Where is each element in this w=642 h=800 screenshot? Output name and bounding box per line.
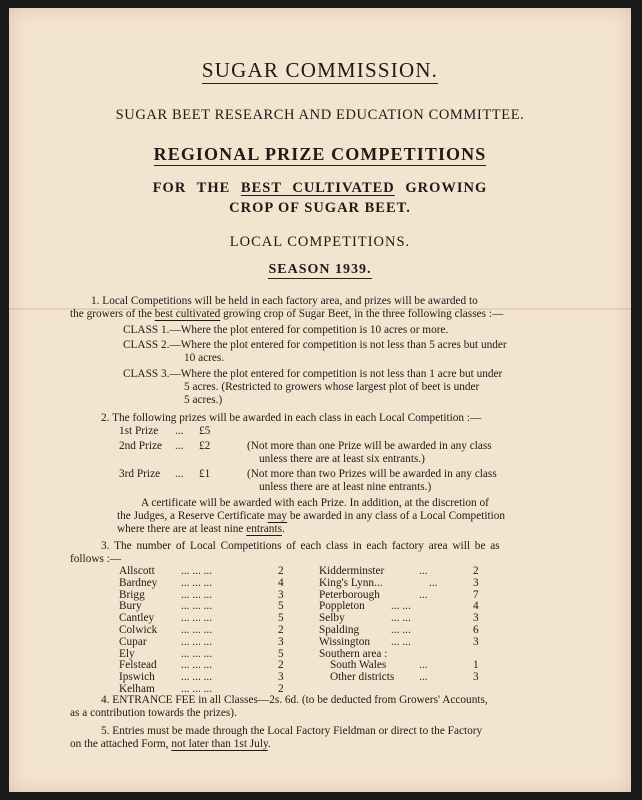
prize2-label: 2nd Prize <box>119 440 162 452</box>
leader-dots: ... ... ... <box>181 635 213 648</box>
area-row <box>119 625 289 637</box>
areas-left-column <box>119 566 289 696</box>
s5-line2-b: . <box>267 738 271 750</box>
prize2-amount: £2 <box>199 440 211 452</box>
class2-line1: CLASS 2.—Where the plot entered for competition is not less than 5 acres but under <box>123 339 507 351</box>
s5-line2-a: on the attached Form, <box>70 738 169 750</box>
s5-line2 <box>70 738 271 751</box>
s4-line2: as a contribution towards the prizes). <box>70 707 237 719</box>
cert-line3-a: where there are at least nine <box>117 523 244 535</box>
leader-dots: ... <box>419 671 428 684</box>
competition-count: 3 <box>473 612 479 625</box>
competition-count: 3 <box>278 635 284 648</box>
leader-dots: ... <box>419 565 428 577</box>
for-line-post: GROWING <box>405 180 488 196</box>
document-title: SUGAR COMMISSION. <box>201 58 439 82</box>
s1-line1: 1. Local Competitions will be held in each factory area, and prizes will be awarded to <box>91 295 478 307</box>
competition-count: 3 <box>473 671 479 684</box>
s1-line2-underlined: best cultivated <box>154 308 221 320</box>
class3-line1: CLASS 3.—Where the plot entered for competition is not less than 1 acre but under <box>123 368 503 380</box>
prize3-amount: £1 <box>199 468 211 480</box>
area-name: Ipswich <box>119 671 155 684</box>
s2-intro: 2. The following prizes will be awarded in each class in each Local Competition :— <box>101 412 482 424</box>
areas-right-column <box>319 566 519 684</box>
s1-line2-a: the growers of the <box>70 308 152 320</box>
prize2-dots: ... <box>175 440 184 452</box>
competition-count: 2 <box>278 565 284 577</box>
prize2-note1: (Not more than one Prize will be awarded in any class <box>247 440 492 452</box>
competition-count: 2 <box>278 659 284 672</box>
competition-count: 3 <box>278 588 284 601</box>
season-block <box>9 262 631 278</box>
prize3-note2: unless there are at least nine entrants.) <box>259 481 432 493</box>
leader-dots: ... ... <box>391 612 411 625</box>
competition-count: 5 <box>278 612 284 625</box>
cert-line2-underlined: may <box>267 510 288 522</box>
area-name: Bury <box>119 600 142 613</box>
leader-dots: ... ... ... <box>181 600 213 613</box>
class3-line3: 5 acres.) <box>184 394 223 406</box>
cert-line2-b: be awarded in any class of a Local Competition <box>289 510 506 522</box>
competition-count: 2 <box>278 682 284 695</box>
area-name: Cupar <box>119 635 147 648</box>
area-name: Allscott <box>119 565 155 577</box>
title-block <box>9 58 631 83</box>
area-row <box>319 601 519 613</box>
local-competitions-heading: LOCAL COMPETITIONS. <box>229 234 411 250</box>
area-name: Spalding <box>319 623 360 636</box>
area-name: Wissington <box>319 635 371 648</box>
prize2-note2: unless there are at least six entrants.) <box>259 453 425 465</box>
area-name: South Wales <box>330 659 387 672</box>
competition-count: 2 <box>473 565 479 577</box>
competition-count: 7 <box>473 588 479 601</box>
leader-dots: ... ... ... <box>181 647 213 660</box>
area-name: Poppleton <box>319 600 365 613</box>
leader-dots: ... ... ... <box>181 671 213 684</box>
area-row <box>119 578 289 590</box>
leader-dots: ... ... ... <box>181 659 213 672</box>
s3-line1: 3. The number of Local Competitions of each class in each factory area will be as <box>101 540 500 552</box>
competition-count: 5 <box>278 600 284 613</box>
leader-dots: ... ... ... <box>181 588 213 601</box>
area-name: Brigg <box>119 588 145 601</box>
leader-dots: ... ... <box>391 635 411 648</box>
leader-dots: ... ... ... <box>181 612 213 625</box>
s4-line1: 4. ENTRANCE FEE in all Classes—2s. 6d. (to be deducted from Growers' Accounts, <box>101 694 488 706</box>
s1-line2-b: growing crop of Sugar Beet, in the three following classes :— <box>223 308 504 320</box>
s5-line2-underlined: not later than 1st July <box>171 738 268 750</box>
area-name: Bardney <box>119 576 158 589</box>
leader-dots: ... ... ... <box>181 576 213 589</box>
prize3-note1: (Not more than two Prizes will be awarded in any class <box>247 468 497 480</box>
area-row <box>319 672 519 684</box>
area-name: Cantley <box>119 612 155 625</box>
cert-line3-underlined: entrants <box>246 523 282 535</box>
prize1-dots: ... <box>175 425 184 437</box>
cert-line3-b: . <box>281 523 285 535</box>
area-name: Kidderminster <box>319 565 385 577</box>
competition-count: 1 <box>473 659 479 672</box>
for-line-pre: FOR THE <box>152 180 231 196</box>
competition-count: 3 <box>473 576 479 589</box>
competition-count: 2 <box>278 623 284 636</box>
cert-line2-a: the Judges, a Reserve Certificate <box>117 510 265 522</box>
prize1-amount: £5 <box>199 425 211 437</box>
cert-line1: A certificate will be awarded with each Prize. In addition, at the discretion of <box>141 497 489 509</box>
prize3-dots: ... <box>175 468 184 480</box>
area-name: Felstead <box>119 659 157 672</box>
leader-dots: ... ... ... <box>181 623 213 636</box>
s3-line2: follows :— <box>70 553 122 565</box>
prize1-label: 1st Prize <box>119 425 159 437</box>
area-row <box>319 625 519 637</box>
class3-line2: 5 acres. (Restricted to growers whose largest plot of beet is under <box>184 381 480 393</box>
area-name: Other districts <box>330 671 395 684</box>
season-heading: SEASON 1939. <box>268 262 372 277</box>
area-name: Ely <box>119 647 135 660</box>
leader-dots: ... <box>419 588 428 601</box>
area-name: Colwick <box>119 623 158 636</box>
class2-line2: 10 acres. <box>184 352 225 364</box>
competition-count: 4 <box>473 600 479 613</box>
leader-dots: ... ... <box>391 600 411 613</box>
area-name: King's Lynn... <box>319 576 383 589</box>
document-page <box>9 8 631 792</box>
leader-dots: ... ... ... <box>181 682 213 695</box>
for-line <box>9 180 631 197</box>
leader-dots: ... <box>419 659 428 672</box>
s5-line1: 5. Entries must be made through the Local Factory Fieldman or direct to the Factory <box>101 725 483 737</box>
area-name: Kelham <box>119 682 155 695</box>
competition-count: 3 <box>473 635 479 648</box>
competitions-heading: REGIONAL PRIZE COMPETITIONS <box>153 144 487 164</box>
competition-count: 5 <box>278 647 284 660</box>
leader-dots: ... ... <box>391 623 411 636</box>
area-row <box>319 637 519 649</box>
class1-line: CLASS 1.—Where the plot entered for competition is 10 acres or more. <box>123 324 449 336</box>
committee-name: SUGAR BEET RESEARCH AND EDUCATION COMMITTEE. <box>115 107 525 123</box>
prize3-label: 3rd Prize <box>119 468 161 480</box>
leader-dots: ... ... ... <box>181 565 213 577</box>
area-name: Selby <box>319 612 345 625</box>
competition-count: 4 <box>278 576 284 589</box>
area-row <box>319 578 519 590</box>
competitions-block <box>9 144 631 165</box>
area-name: Peterborough <box>319 588 380 601</box>
area-row <box>119 637 289 649</box>
leader-dots: ... <box>429 576 438 589</box>
cert-line2 <box>117 510 505 523</box>
competition-count: 3 <box>278 671 284 684</box>
for-line-underlined: BEST CULTIVATED <box>240 180 395 196</box>
competition-count: 6 <box>473 623 479 636</box>
crop-line: CROP OF SUGAR BEET. <box>229 200 411 216</box>
cert-line3 <box>117 523 285 536</box>
area-name: Southern area : <box>319 647 388 660</box>
s1-line2 <box>70 308 503 321</box>
